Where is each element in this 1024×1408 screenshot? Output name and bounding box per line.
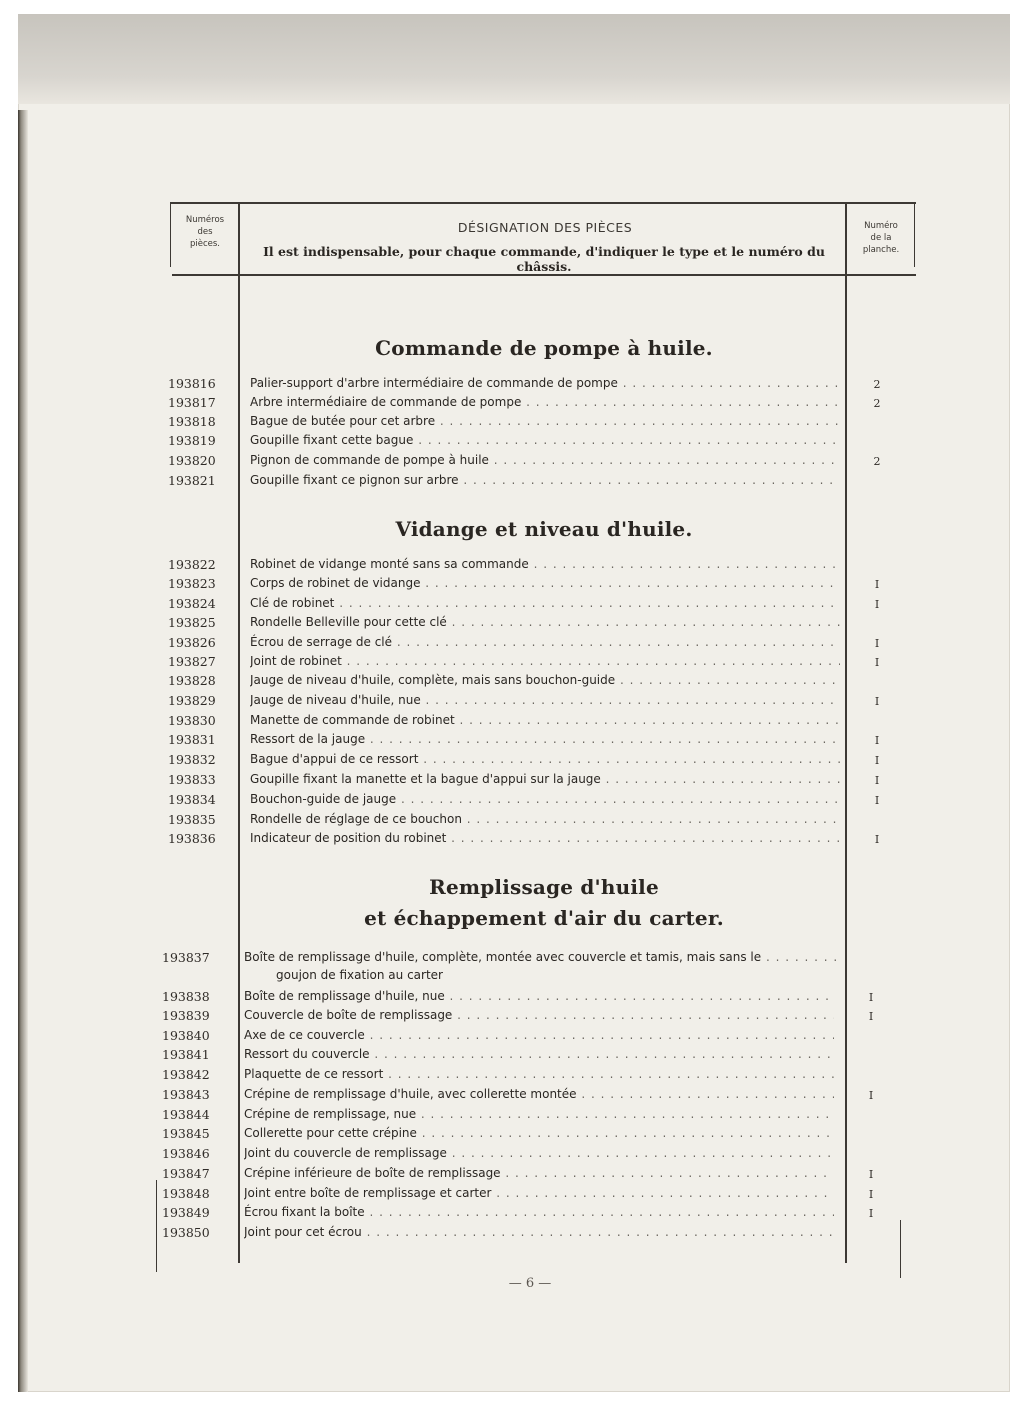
plate-number: I bbox=[868, 1207, 874, 1220]
table-row bbox=[150, 412, 890, 431]
part-number: 193816 bbox=[168, 376, 216, 391]
table-row bbox=[144, 1184, 884, 1203]
part-description: Goupille fixant cette bague . . bbox=[250, 431, 840, 450]
part-description: Jauge de niveau d'huile, nue . . bbox=[250, 691, 840, 710]
table-row bbox=[150, 770, 890, 789]
part-description: Axe de ce couvercle . . bbox=[244, 1026, 834, 1045]
part-description: Écrou de serrage de clé . . bbox=[250, 633, 840, 652]
plate-number: I bbox=[868, 1010, 874, 1023]
part-description: Goupille fixant la manette et la bague d'appui sur la jauge . . bbox=[250, 770, 840, 789]
table-row bbox=[144, 1105, 884, 1124]
part-description: Bague de butée pour cet arbre . . bbox=[250, 412, 840, 431]
part-description: Indicateur de position du robinet . . bbox=[250, 829, 840, 848]
part-description: Joint entre boîte de remplissage et carter . . bbox=[244, 1184, 834, 1203]
table-row bbox=[150, 750, 890, 769]
plate-number: I bbox=[874, 637, 880, 650]
part-description: Goupille fixant ce pignon sur arbre . . bbox=[250, 471, 840, 490]
part-description: Ressort du couvercle . . bbox=[244, 1045, 834, 1064]
plate-number: I bbox=[874, 833, 880, 846]
part-number: 193843 bbox=[162, 1087, 210, 1102]
part-description-continued: goujon de fixation au carter bbox=[276, 968, 443, 982]
table-row bbox=[144, 1006, 884, 1025]
plate-number: I bbox=[874, 754, 880, 767]
plate-number: I bbox=[868, 1089, 874, 1102]
section-title: Commande de pompe à huile. bbox=[375, 336, 713, 360]
part-description: Ressort de la jauge . . bbox=[250, 730, 840, 749]
part-number: 193826 bbox=[168, 635, 216, 650]
table-row bbox=[150, 574, 890, 593]
section-title-line-2: et échappement d'air du carter. bbox=[364, 906, 724, 930]
table-row bbox=[150, 711, 890, 730]
part-description: Rondelle Belleville pour cette clé . . bbox=[250, 613, 840, 632]
section-title: Remplissage d'huile bbox=[429, 875, 659, 899]
part-number: 193819 bbox=[168, 433, 216, 448]
header-note: Il est indispensable, pour chaque commande, d'indiquer le type et le numéro du châssis. bbox=[263, 244, 825, 274]
table-row bbox=[150, 691, 890, 710]
part-description: Joint de robinet . . bbox=[250, 652, 840, 671]
table-right-tail bbox=[900, 1220, 901, 1278]
table-row bbox=[150, 790, 890, 809]
table-row bbox=[144, 1085, 884, 1104]
plate-number: I bbox=[874, 774, 880, 787]
header-plate-line: planche. bbox=[862, 245, 900, 255]
part-number: 193830 bbox=[168, 713, 216, 728]
table-row bbox=[144, 987, 884, 1006]
part-number: 193844 bbox=[162, 1107, 210, 1122]
header-numbers-line: pièces. bbox=[189, 239, 221, 249]
part-number: 193850 bbox=[162, 1225, 210, 1240]
table-row bbox=[150, 451, 890, 470]
part-description: Bouchon-guide de jauge . . bbox=[250, 790, 840, 809]
part-number: 193840 bbox=[162, 1028, 210, 1043]
part-description: Robinet de vidange monté sans sa commande . . bbox=[250, 555, 840, 574]
part-description: Pignon de commande de pompe à huile . . bbox=[250, 451, 840, 470]
table-row bbox=[150, 633, 890, 652]
plate-number: I bbox=[874, 734, 880, 747]
table-row bbox=[150, 471, 890, 490]
part-description: Crépine inférieure de boîte de remplissage . . bbox=[244, 1164, 834, 1183]
part-number: 193848 bbox=[162, 1186, 210, 1201]
part-description: Corps de robinet de vidange . . bbox=[250, 574, 840, 593]
header-numbers bbox=[172, 214, 238, 250]
table-row bbox=[144, 1026, 884, 1045]
plate-number: 2 bbox=[873, 378, 881, 391]
part-number: 193828 bbox=[168, 673, 216, 688]
part-number: 193833 bbox=[168, 772, 216, 787]
part-number: 193820 bbox=[168, 453, 216, 468]
part-number: 193823 bbox=[168, 576, 216, 591]
header-designation: DÉSIGNATION DES PIÈCES bbox=[457, 220, 633, 235]
table-row bbox=[144, 948, 884, 967]
table-row bbox=[150, 671, 890, 690]
table-row bbox=[144, 1164, 884, 1183]
plate-number: I bbox=[874, 794, 880, 807]
part-number: 193835 bbox=[168, 812, 216, 827]
part-description: Bague d'appui de ce ressort . . bbox=[250, 750, 840, 769]
part-description: Couvercle de boîte de remplissage . . bbox=[244, 1006, 834, 1025]
header-plate bbox=[848, 220, 914, 256]
part-description: Manette de commande de robinet . . bbox=[250, 711, 840, 730]
part-description: Arbre intermédiaire de commande de pompe . . bbox=[250, 393, 840, 412]
plate-number: I bbox=[874, 695, 880, 708]
table-row bbox=[150, 594, 890, 613]
part-number: 193829 bbox=[168, 693, 216, 708]
part-number: 193838 bbox=[162, 989, 210, 1004]
part-number: 193837 bbox=[162, 950, 210, 965]
table-row bbox=[144, 1203, 884, 1222]
part-description: Jauge de niveau d'huile, complète, mais sans bouchon-guide . . bbox=[250, 671, 840, 690]
part-number: 193845 bbox=[162, 1126, 210, 1141]
part-number: 193825 bbox=[168, 615, 216, 630]
part-description: Crépine de remplissage d'huile, avec collerette montée . . bbox=[244, 1085, 834, 1104]
part-description: Boîte de remplissage d'huile, nue . . bbox=[244, 987, 834, 1006]
table-right-border bbox=[914, 203, 915, 267]
page-number: — 6 — bbox=[508, 1276, 552, 1291]
part-number: 193841 bbox=[162, 1047, 210, 1062]
table-row bbox=[144, 1223, 884, 1242]
part-number: 193834 bbox=[168, 792, 216, 807]
table-row bbox=[150, 374, 890, 393]
table-header-rule bbox=[172, 274, 916, 276]
part-description: Clé de robinet . . bbox=[250, 594, 840, 613]
table-row bbox=[150, 431, 890, 450]
part-description: Collerette pour cette crépine . . bbox=[244, 1124, 834, 1143]
table-row bbox=[150, 730, 890, 749]
part-number: 193821 bbox=[168, 473, 216, 488]
plate-number: I bbox=[874, 578, 880, 591]
part-description: Plaquette de ce ressort . . bbox=[244, 1065, 834, 1084]
table-row bbox=[150, 613, 890, 632]
table-row bbox=[150, 652, 890, 671]
part-number: 193824 bbox=[168, 596, 216, 611]
part-number: 193842 bbox=[162, 1067, 210, 1082]
part-description: Rondelle de réglage de ce bouchon . . bbox=[250, 810, 840, 829]
table-top-rule bbox=[170, 202, 916, 204]
table-row bbox=[150, 810, 890, 829]
part-number: 193849 bbox=[162, 1205, 210, 1220]
plate-number: I bbox=[874, 598, 880, 611]
plate-number: 2 bbox=[873, 455, 881, 468]
table-row bbox=[144, 1144, 884, 1163]
plate-number: I bbox=[874, 656, 880, 669]
plate-number: I bbox=[868, 991, 874, 1004]
part-number: 193839 bbox=[162, 1008, 210, 1023]
part-description: Crépine de remplissage, nue . . bbox=[244, 1105, 834, 1124]
table-row bbox=[144, 1045, 884, 1064]
part-number: 193832 bbox=[168, 752, 216, 767]
part-number: 193836 bbox=[168, 831, 216, 846]
table-row bbox=[150, 393, 890, 412]
part-number: 193817 bbox=[168, 395, 216, 410]
header-plate-line: de la bbox=[870, 233, 892, 243]
table-row bbox=[150, 829, 890, 848]
table-row bbox=[144, 1124, 884, 1143]
table-row bbox=[144, 1065, 884, 1084]
part-number: 193847 bbox=[162, 1166, 210, 1181]
part-description: Joint pour cet écrou . . bbox=[244, 1223, 834, 1242]
part-description: Boîte de remplissage d'huile, complète, montée avec couvercle et tamis, mais sans le . . bbox=[244, 948, 842, 967]
part-number: 193846 bbox=[162, 1146, 210, 1161]
plate-number: I bbox=[868, 1168, 874, 1181]
table-left-border bbox=[170, 203, 171, 267]
part-description: Joint du couvercle de remplissage . . bbox=[244, 1144, 834, 1163]
header-numbers-line: des bbox=[197, 227, 213, 237]
part-number: 193822 bbox=[168, 557, 216, 572]
plate-number: 2 bbox=[873, 397, 881, 410]
header-plate-line: Numéro bbox=[864, 221, 898, 231]
section-title: Vidange et niveau d'huile. bbox=[395, 517, 693, 541]
table-row bbox=[150, 555, 890, 574]
header-numbers-line: Numéros bbox=[185, 215, 225, 225]
plate-number: I bbox=[868, 1188, 874, 1201]
part-description: Écrou fixant la boîte . . bbox=[244, 1203, 834, 1222]
part-number: 193831 bbox=[168, 732, 216, 747]
part-number: 193818 bbox=[168, 414, 216, 429]
part-description: Palier-support d'arbre intermédiaire de commande de pompe . . bbox=[250, 374, 840, 393]
part-number: 193827 bbox=[168, 654, 216, 669]
